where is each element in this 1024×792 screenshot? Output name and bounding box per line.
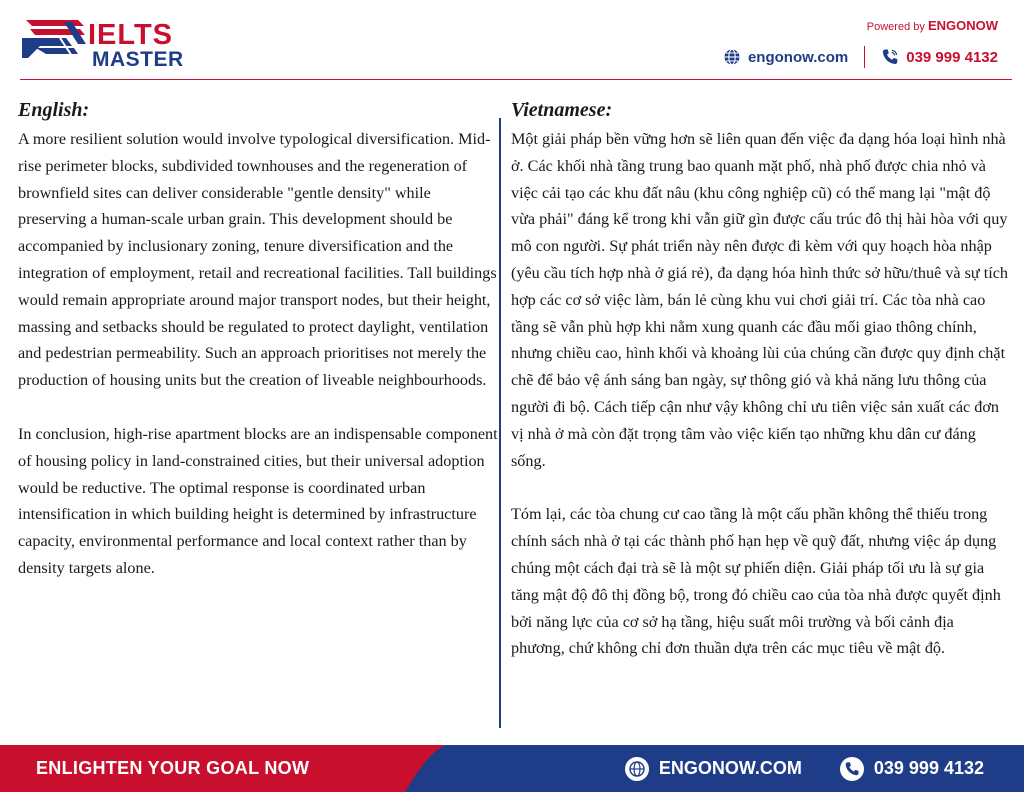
footer-contacts (625, 745, 984, 792)
english-paragraph-1: A more resilient solution would involve typological diversification. Mid-rise perimeter blocks, subdivided townhouses and the regeneration of brownfield sites can deliver considerable "gentle density" while preserving a human-scale urban grain. This development should be accompanied by inclusionary zoning, tenure diversification and the integration of employment, retail and recreational facilities. Tall buildings would remain appropriate around major transport nodes, but their height, massing and setbacks should be regulated to protect daylight, ventilation and pedestrian permeability. Such an approach prioritises not merely the production of housing units but the creation of liveable neighbourhoods. (18, 130, 497, 390)
footer-website-link[interactable] (625, 757, 802, 781)
page-header (0, 0, 1024, 80)
powered-by-prefix: Powered by (866, 21, 925, 33)
powered-by-label (867, 18, 998, 33)
header-contact-divider (864, 46, 865, 68)
ielts-master-logo[interactable] (20, 14, 200, 70)
globe-icon (723, 48, 741, 66)
logo-text-master: MASTER (92, 48, 184, 71)
footer-phone-text: 039 999 4132 (873, 758, 984, 778)
globe-icon (625, 757, 649, 781)
vietnamese-paragraph-1: Một giải pháp bền vững hơn sẽ liên quan đến việc đa dạng hóa loại hình nhà ở. Các khối nhà tầng trung bao quanh mặt phố, nhà phố được chia nhỏ và việc cải tạo các khu đất nâu (khu công nghiệp cũ) có thể mang lại "mật độ vừa phải" đáng kể trong khi vẫn giữ gìn được cấu trúc đô thị hài hòa với quy mô con người. Sự phát triển này nên được đi kèm với quy hoạch hòa nhập (yêu cầu tích hợp nhà ở giá rẻ), đa dạng hóa hình thức sở hữu/thuê và sự tích hợp các cơ sở việc làm, bán lẻ cùng khu vui chơi giải trí. Các tòa nhà cao tầng sẽ vẫn phù hợp khi nằm xung quanh các đầu mối giao thông chính, nhưng chiều cao, hình khối và khoảng lùi của chúng cần được quy định chặt chẽ để bảo vệ ánh sáng ban ngày, sự thông gió và khả năng lưu thông của người đi bộ. Cách tiếp cận như vậy không chỉ ưu tiên việc sản xuất các đơn vị nhà ở mà còn đặt trọng tâm vào việc kiến tạo những khu dân cư đáng sống. (511, 130, 1009, 470)
logo-text-ielts: IELTS (88, 19, 174, 51)
column-divider (499, 118, 501, 728)
page-footer (0, 745, 1024, 792)
powered-by-brand[interactable]: ENGONOW (927, 18, 998, 33)
phone-icon (881, 48, 899, 66)
header-contacts (723, 44, 998, 70)
phone-icon (840, 757, 864, 781)
header-divider-line (20, 79, 1012, 80)
header-website-link[interactable] (723, 48, 848, 66)
header-website-text: engonow.com (747, 48, 849, 66)
vietnamese-column (511, 96, 1009, 662)
vietnamese-heading: Vietnamese: (511, 99, 613, 121)
footer-slogan: ENLIGHTEN YOUR GOAL NOW (36, 758, 310, 778)
vietnamese-paragraph-2: Tóm lại, các tòa chung cư cao tầng là một cấu phần không thể thiếu trong chính sách nhà ở tại các thành phố hạn hẹp về quỹ đất, nhưng việc áp dụng chúng một cách đại trà sẽ là một sự phiến diện. Giải pháp tối ưu là sự gia tăng mật độ đô thị đồng bộ, trong đó chiều cao của tòa nhà được quyết định bởi năng lực của cơ sở hạ tầng, hiệu suất môi trường và bối cảnh địa phương, chứ không chỉ đơn thuần dựa trên các mục tiêu về mật độ. (511, 505, 1001, 658)
logo-emblem-icon (20, 14, 90, 70)
english-paragraph-2: In conclusion, high-rise apartment blocks are an indispensable component of housing policy in land-constrained cities, but their universal adoption would be reductive. The optimal response is coordinated urban intensification in which building height is determined by infrastructure capacity, environmental performance and local context rather than by density targets alone. (18, 424, 498, 577)
header-phone-text: 039 999 4132 (906, 48, 998, 66)
footer-phone-link[interactable] (840, 757, 984, 781)
english-heading: English: (18, 99, 90, 121)
header-phone-link[interactable] (881, 48, 998, 66)
english-column (18, 96, 498, 582)
footer-website-text: ENGONOW.COM (658, 758, 802, 778)
